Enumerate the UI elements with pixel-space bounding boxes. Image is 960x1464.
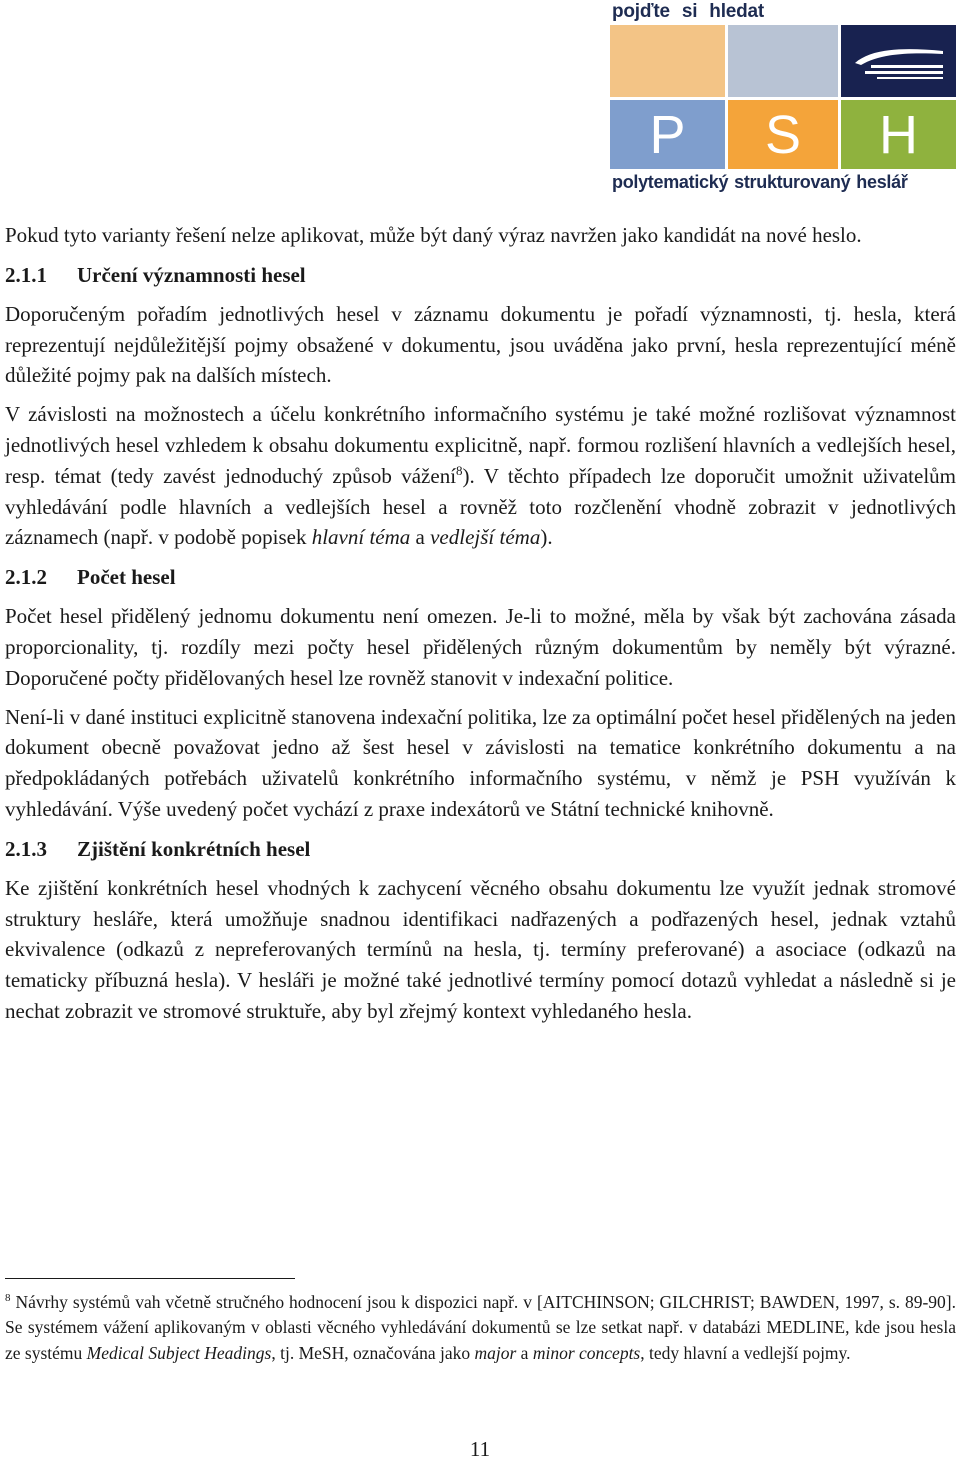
- paragraph: Pokud tyto varianty řešení nelze aplikovat, může být daný výraz navržen jako kandidát na nové heslo.: [5, 223, 862, 247]
- paragraph: [5, 399, 956, 553]
- emphasis: hlavní téma: [311, 525, 411, 550]
- section-heading-2-1-2: [5, 562, 956, 592]
- text-run: , tj. MeSH, označována jako: [271, 1342, 475, 1363]
- logo-tile-h: [841, 100, 956, 169]
- section-number: 2.1.1: [5, 262, 47, 287]
- logo-letter-s: S: [764, 104, 802, 165]
- text-run: Návrhy systémů vah včetně stručného hodnocení jsou k dispozici např. v [AITCHINSON; GILCHRIST; BAWDEN, 1997, s. 89-90]. Se systémem vážení aplikovaným v oblasti věcného vyhledávání dokumentů se lze setkat např. v databázi MEDLINE, kde jsou hesla ze systému: [5, 1292, 956, 1363]
- logo-word: polytematický: [612, 172, 729, 192]
- footnote: [5, 1290, 956, 1366]
- emphasis: major: [474, 1342, 517, 1363]
- section-title: Počet hesel: [77, 565, 176, 590]
- emphasis: minor concepts: [532, 1342, 641, 1363]
- logo-word: pojďte: [612, 1, 670, 22]
- text-run: ). V těchto případech lze doporučit umožnit uživatelům vyhledávání podle hlavních a vedlejších hesel a rovněž toto rozčlenění vhodně zobrazit v jednotlivých záznamech (např. v podobě popisek: [5, 463, 956, 550]
- paragraph: Počet hesel přidělený jednomu dokumentu není omezen. Je-li to možné, měla by však být zachována zásada proporcionality, tj. rozdíly mezi počty hesel přidělených různým dokumentům by neměly být výrazné. Doporučené počty přidělovaných hesel lze rovněž stanovit v indexační politice.: [5, 604, 956, 690]
- logo-tile-s: [728, 100, 838, 169]
- footnote-reference[interactable]: 8: [456, 462, 463, 478]
- psh-logo: [610, 0, 958, 196]
- section-heading-2-1-3: [5, 834, 956, 864]
- logo-tagline-top: [612, 0, 776, 24]
- emphasis: Medical Subject Headings: [86, 1342, 272, 1363]
- logo-word: strukturovaný: [734, 172, 851, 192]
- footnote-marker: 8: [5, 1292, 11, 1305]
- logo-word: heslář: [856, 172, 908, 192]
- document-body: [5, 220, 956, 1027]
- logo-tile-gray: [728, 25, 838, 97]
- logo-letter-h: H: [879, 104, 918, 165]
- section-number: 2.1.3: [5, 836, 47, 861]
- logo-tile-grid: [610, 25, 956, 169]
- paragraph: Ke zjištění konkrétních hesel vhodných k zachycení věcného obsahu dokumentu lze využít jednak stromové struktury hesláře, která umožňuje snadnou identifikaci nadřazených a podřazených hesel, jednak vztahů ekvivalence (odkazů z nepreferovaných termínů na hesla, tj. termíny preferované) a asociace (odkazů na tematicky příbuzná hesla). V hesláři je možné také jednotlivé termíny pomocí dotazů vyhledat a následně si je nechat zobrazit ve stromové struktuře, aby byl zřejmý kontext vyhledaného hesla.: [5, 875, 956, 1023]
- section-number: 2.1.2: [5, 565, 47, 590]
- emphasis: vedlejší téma: [430, 525, 541, 550]
- footnote-separator: [5, 1278, 295, 1279]
- text-run: a: [410, 525, 431, 550]
- page-number: 11: [469, 1437, 491, 1461]
- text-run: ).: [540, 525, 553, 550]
- text-run: , tedy hlavní a vedlejší pojmy.: [640, 1342, 851, 1363]
- logo-tile-peach: [610, 25, 725, 97]
- section-title: Určení významnosti hesel: [77, 262, 306, 287]
- text-run: a: [516, 1342, 533, 1363]
- logo-word: hledat: [709, 1, 765, 22]
- section-title: Zjištění konkrétních hesel: [77, 836, 311, 861]
- paragraph: Není-li v dané instituci explicitně stanovena indexační politika, lze za optimální počet hesel přidělených na jeden dokument obecně považovat jedno až šest hesel v závislosti na tematice konkrétního dokumentu a na předpokládaných potřebách uživatelů konkrétního informačního systému, v němž je PSH využíván k vyhledávání. Výše uvedený počet vychází z praxe indexátorů ve Státní technické knihovně.: [5, 704, 956, 821]
- logo-word: si: [681, 1, 698, 22]
- logo-letter-p: P: [649, 104, 686, 165]
- logo-tile-navy: [841, 25, 956, 97]
- logo-tile-p: [610, 100, 725, 169]
- section-heading-2-1-1: [5, 260, 956, 290]
- text-run: V závislosti na možnostech a účelu konkrétního informačního systému je také možné rozlišovat významnost jednotlivých hesel vzhledem k obsahu dokumentu explicitně, např. formou rozlišení hlavních a vedlejších hesel, resp. témat (tedy zavést jednoduchý způsob vážení: [5, 402, 956, 488]
- paragraph: Doporučeným pořadím jednotlivých hesel v záznamu dokumentu je pořadí významnosti, tj. hesla, která reprezentují nejdůležitější pojmy obsažené v dokumentu, jsou uváděna jako první, hesla reprezentující méně důležité pojmy pak na dalších místech.: [5, 301, 956, 388]
- logo-swoosh-icon: [851, 39, 947, 83]
- logo-tagline-bottom: [612, 170, 914, 194]
